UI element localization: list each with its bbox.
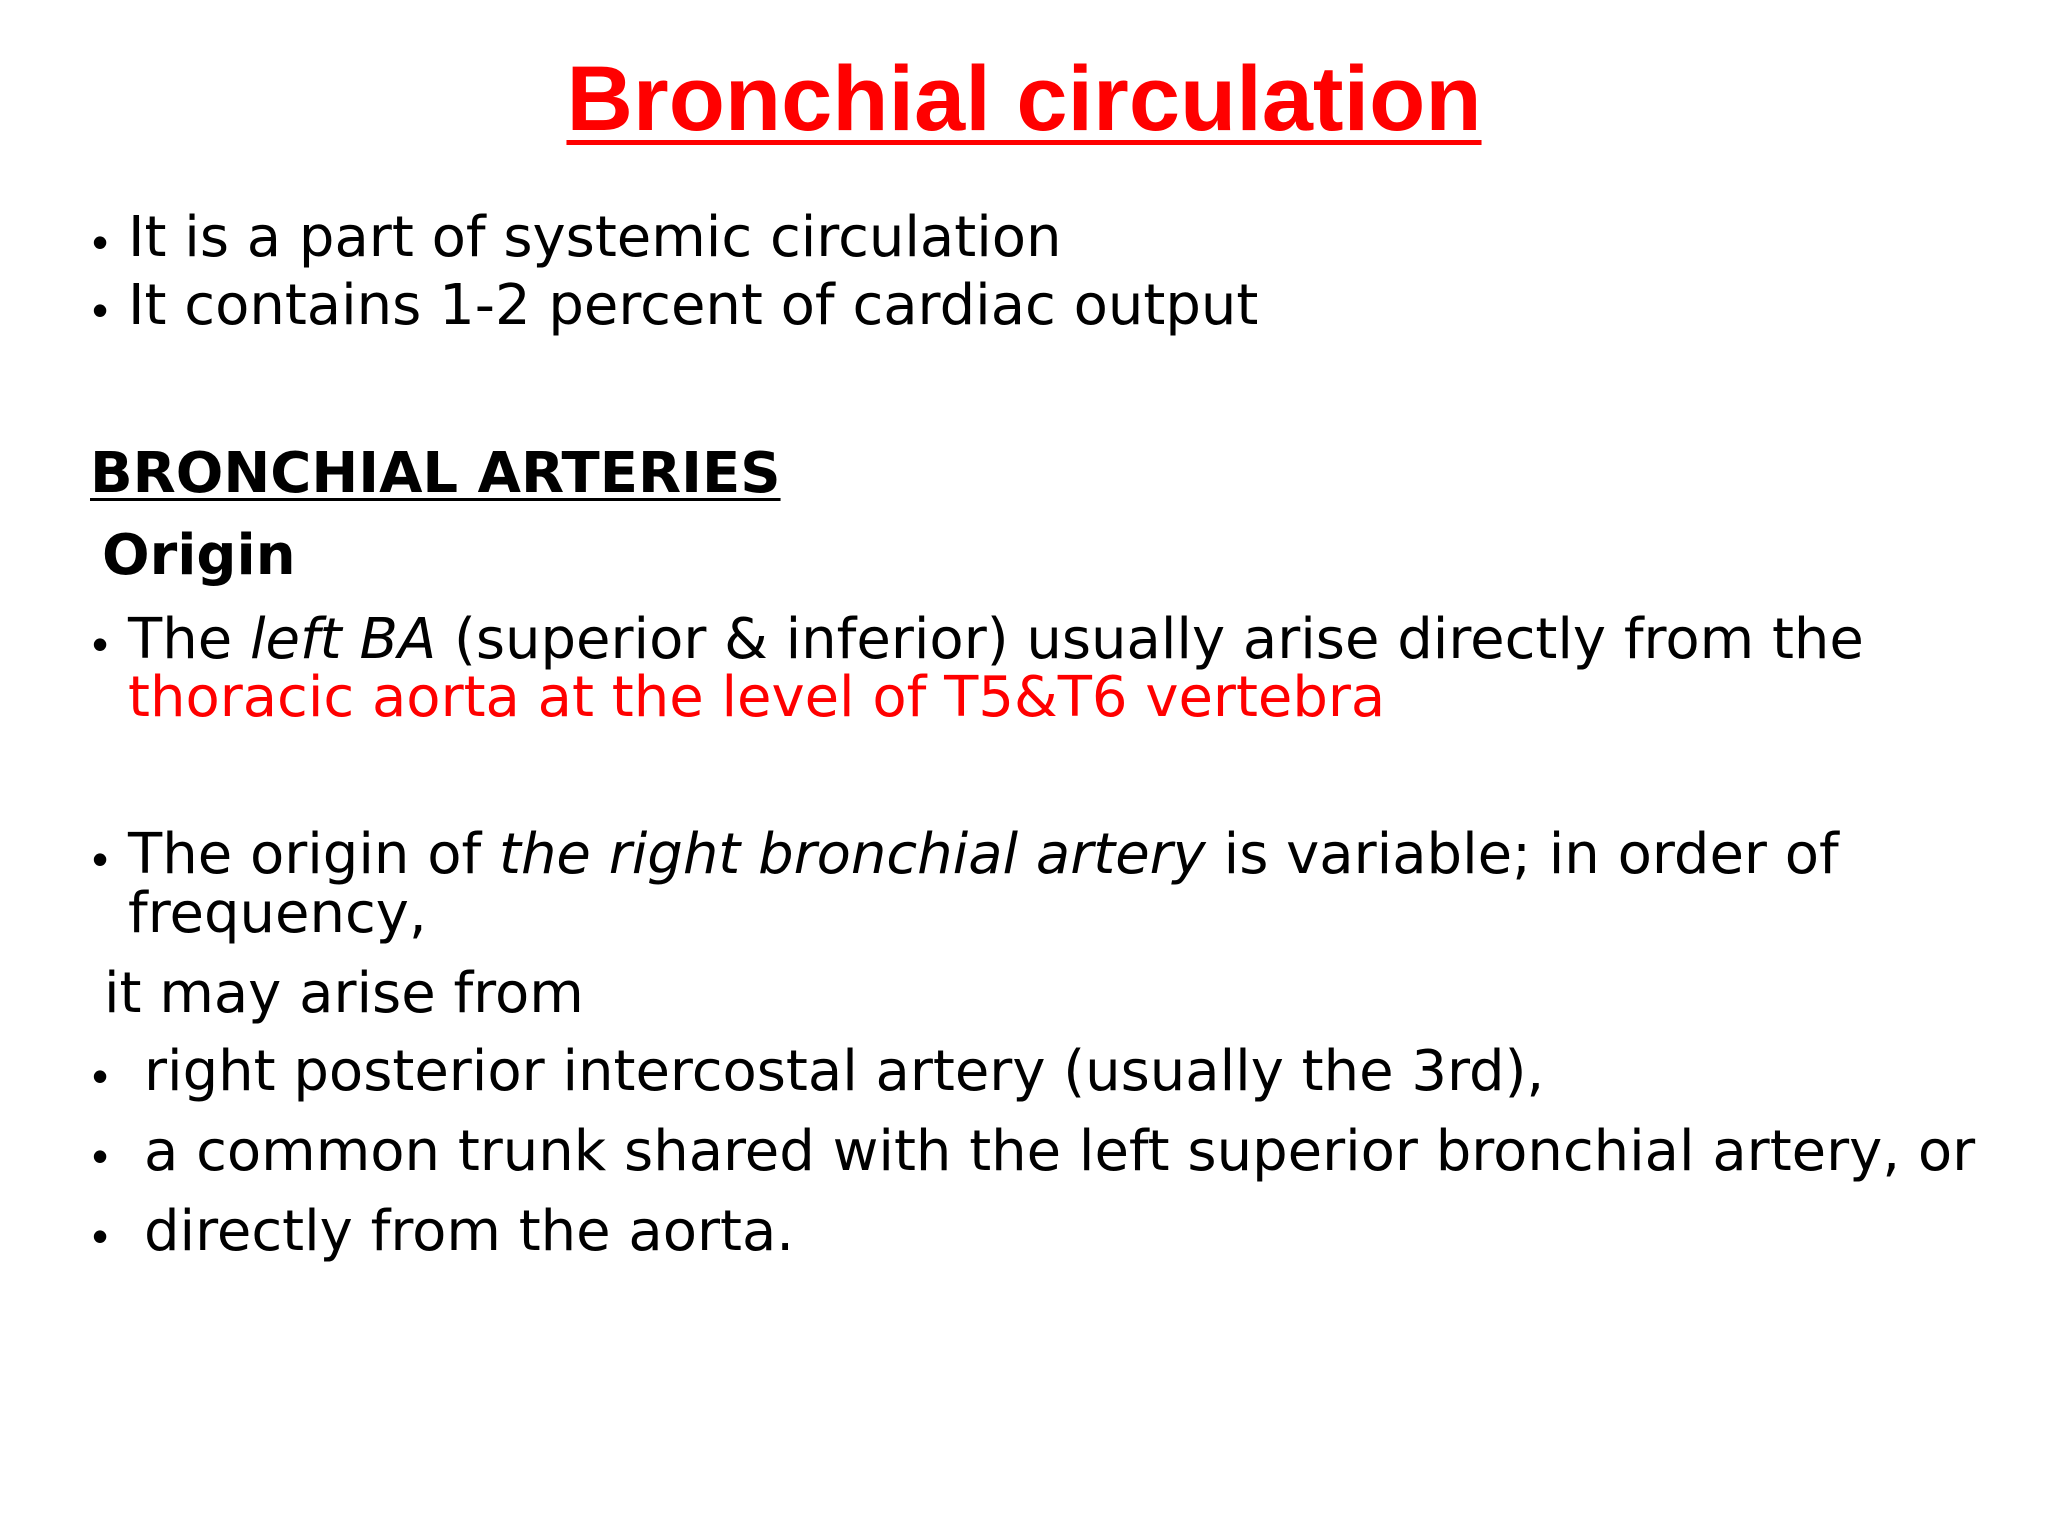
right-ba-italic: the right bronchial artery	[498, 822, 1206, 887]
source-item-3: directly from the aorta.	[144, 1199, 795, 1264]
intro-bullet-2: It contains 1-2 percent of cardiac output	[128, 273, 1259, 338]
bullet-icon: •	[92, 1210, 109, 1262]
right-ba-prefix: The origin of	[128, 822, 499, 887]
bullet-icon: •	[92, 284, 109, 336]
arise-intro: it may arise from	[104, 961, 584, 1026]
left-ba-highlight: thoracic aorta at the level of T5&T6 vertebra	[128, 665, 1386, 730]
left-ba-line	[128, 608, 1864, 672]
right-ba-suffix: is variable; in order of	[1205, 822, 1839, 887]
right-ba-line-2: frequency,	[128, 881, 427, 946]
left-ba-italic: left BA	[249, 607, 437, 672]
bullet-icon: •	[92, 216, 109, 268]
left-ba-suffix: (superior & inferior) usually arise directly from the	[436, 607, 1864, 672]
bullet-icon: •	[92, 618, 109, 670]
bullet-icon: •	[92, 833, 109, 885]
right-ba-line	[128, 823, 1839, 887]
intro-bullet-1: It is a part of systemic circulation	[128, 205, 1062, 270]
source-item-1: right posterior intercostal artery (usually the 3rd),	[144, 1039, 1545, 1104]
left-ba-prefix: The	[128, 607, 250, 672]
origin-subheading: Origin	[102, 523, 296, 588]
bullet-icon: •	[92, 1050, 109, 1102]
bullet-icon: •	[92, 1130, 109, 1182]
source-item-2: a common trunk shared with the left superior bronchial artery, or	[144, 1119, 1976, 1184]
section-heading: BRONCHIAL ARTERIES	[90, 441, 781, 506]
slide-title: Bronchial circulation	[566, 48, 1482, 150]
